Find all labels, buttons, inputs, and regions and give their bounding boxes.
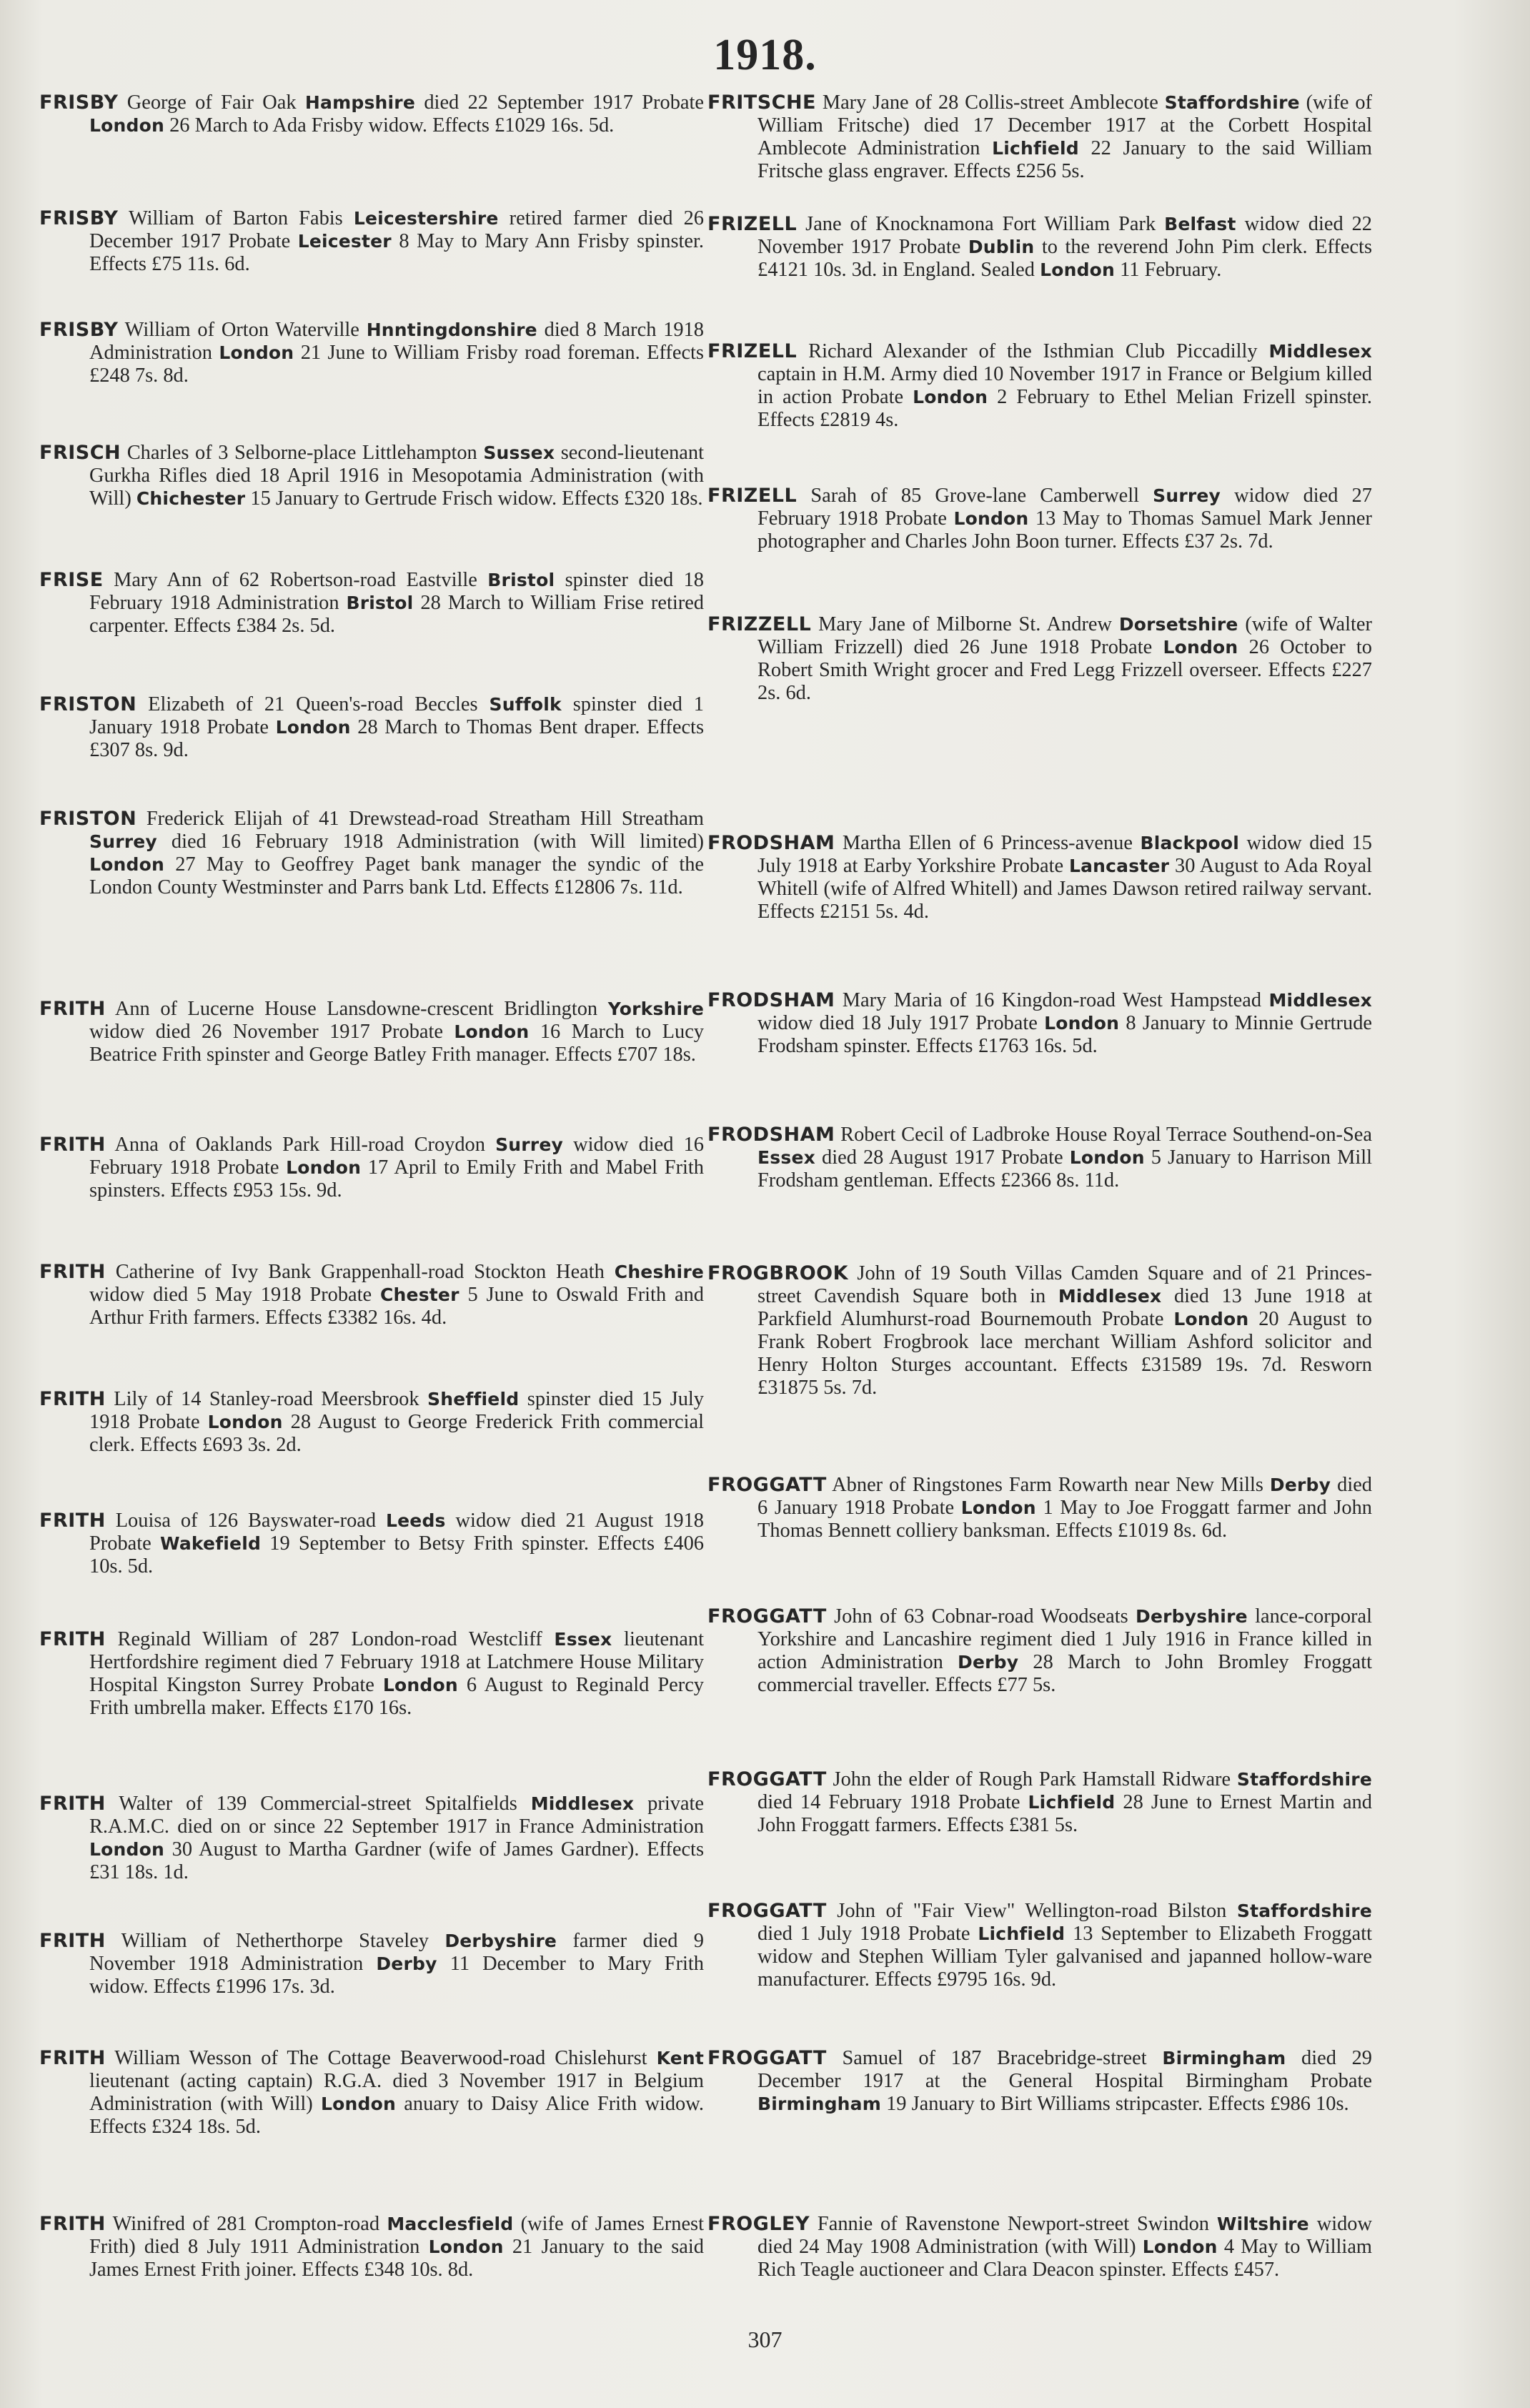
entry-place: Birmingham [757,2094,881,2114]
entry-text: 5 January to Harrison Mill Frodsham gentleman. Effects £2366 8s. 11d. [757,1146,1372,1191]
entry-text: died 1 July 1918 Probate [757,1923,978,1945]
entry-text: George of Fair Oak [118,91,305,114]
entry-text: private R.A.M.C. died on or since 22 September 1917 in France Administration [89,1793,704,1838]
entry-surname: FRITH [39,1510,106,1532]
entry-surname: FRITH [39,2047,106,2069]
entry-text: captain in H.M. Army died 10 November 1917 in France or Belgium killed in action Probate [757,363,1372,408]
entry-text: widow died 27 February 1918 Probate [757,485,1372,530]
entry-place: Derbyshire [444,1931,557,1951]
entry-place: Chester [380,1284,460,1305]
entry-place: London [275,717,351,738]
register-entry [707,613,1372,705]
entry-text: 21 January to the said James Ernest Frith joiner. Effects £348 10s. 8d. [89,2236,704,2281]
entry-text: lieutenant Hertfordshire regiment died 7 February 1918 at Latchmere House Military Hospital Kingston Surrey Probate [89,1628,704,1696]
register-entry [39,91,704,137]
entry-text: Fannie of Ravenstone Newport-street Swindon [810,2213,1217,2235]
entry-place: Dorsetshire [1118,614,1238,635]
entry-text: 22 January to the said William Fritsche glass engraver. Effects £256 5s. [757,137,1372,182]
register-entry [707,1262,1372,1399]
entry-text: 19 September to Betsy Frith spinster. Effects £406 10s. 5d. [89,1532,704,1577]
entry-place: Wakefield [159,1533,262,1554]
entry-text: spinster died 18 February 1918 Administration [89,569,705,614]
entry-place: Staffordshire [1236,1901,1372,1921]
entry-text: Abner of Ringstones Farm Rowarth near New Mills [826,1474,1270,1496]
entry-text: spinster died 15 July 1918 Probate [89,1388,704,1433]
entry-text: 4 May to William Rich Teagle auctioneer and Clara Deacon spinster. Effects £457. [757,2236,1373,2281]
entry-place: Bristol [346,593,414,613]
entry-place: Leeds [386,1510,446,1531]
entry-surname: FRITH [39,1388,106,1410]
entry-text: 2 February to Ethel Melian Frizell spinster. Effects £2819 4s. [757,386,1372,431]
entry-place: Blackpool [1140,833,1240,853]
entry-text: 11 February. [1115,259,1222,281]
entry-place: Sheffield [427,1389,520,1409]
entry-place: Chichester [136,488,246,509]
entry-text: 8 January to Minnie Gertrude Frodsham spinster. Effects £1763 16s. 5d. [757,1012,1372,1057]
entry-surname: FRITH [39,998,106,1020]
register-entry [707,2213,1372,2281]
entry-place: Suffolk [489,694,562,715]
entry-surname: FROGGATT [707,1605,827,1627]
entry-text: John of "Fair View" Wellington-road Bilston [826,1900,1237,1922]
entry-surname: FRITSCHE [707,91,816,114]
register-entry [707,1768,1372,1837]
entry-surname: FRITH [39,1930,106,1952]
entry-text: 30 August to Ada Royal Whitell (wife of Alfred Whitell) and James Dawson retired railway servant. Effects £2151 5s. 4d. [757,855,1373,923]
register-entry [39,1793,704,1884]
entry-text: Charles of 3 Selborne-place Littlehampton [121,442,484,464]
entry-place: Belfast [1164,214,1236,234]
entry-text: died 14 February 1918 Probate [757,1791,1028,1813]
entry-place: Essex [757,1147,815,1168]
entry-place: Lancaster [1068,856,1170,876]
entry-surname: FRISCH [39,442,121,464]
entry-surname: FRIZELL [707,340,798,362]
register-entry [39,2213,704,2281]
entry-place: Middlesex [530,1793,635,1814]
entry-text: 28 March to John Bromley Froggatt commercial traveller. Effects £77 5s. [757,1651,1372,1696]
register-entry [39,207,704,276]
entry-text: spinster died 1 January 1918 Probate [89,693,705,738]
register-entry [707,1605,1372,1697]
register-entry [39,1628,704,1720]
entry-text: widow died 21 August 1918 Probate [89,1510,704,1555]
entry-text: Mary Ann of 62 Robertson-road Eastville [103,569,488,591]
entry-surname: FROGGATT [707,1768,827,1790]
entry-text: Mary Jane of Milborne St. Andrew [811,613,1119,635]
entry-text: John of 63 Cobnar-road Woodseats [826,1605,1136,1627]
entry-text: Frederick Elijah of 41 Drewstead-road Streatham Hill Streatham [136,808,704,830]
entry-text: died 6 January 1918 Probate [757,1474,1372,1519]
entry-text: widow died 26 November 1917 Probate [89,1021,454,1043]
entry-place: London [1044,1013,1120,1034]
entry-text: 28 August to George Frederick Frith commercial clerk. Effects £693 3s. 2d. [89,1411,704,1456]
entry-place: Staffordshire [1164,92,1300,113]
register-entry [39,1134,704,1202]
entry-place: London [960,1497,1036,1518]
entry-place: London [286,1157,362,1178]
register-entry [707,340,1372,432]
entry-text: widow died 15 July 1918 at Earby Yorkshire Probate [757,832,1372,877]
entry-text: anuary to Daisy Alice Frith widow. Effects £324 18s. 5d. [89,2093,704,2138]
entry-text: 8 May to Mary Ann Frisby spinster. Effects £75 11s. 6d. [89,230,704,275]
entry-place: London [953,508,1029,529]
page-number: 307 [747,2327,783,2352]
register-entry [707,1474,1372,1542]
entry-text: Reginald William of 287 London-road Westcliff [105,1628,555,1650]
entry-text: John of 19 South Villas Camden Square and of 21 Princes-street Cavendish Square both in [757,1262,1372,1307]
entry-text: 26 October to Robert Smith Wright grocer and Fred Legg Frizzell overseer. Effects £227 2s. 6d. [757,636,1372,704]
entry-place: London [89,1839,164,1860]
register-entry [707,91,1372,183]
entry-text: Lily of 14 Stanley-road Meersbrook [105,1388,428,1410]
entry-text: 19 January to Birt Williams stripcaster. Effects £986 10s. [880,2093,1349,2115]
entry-text: 5 June to Oswald Frith and Arthur Frith farmers. Effects £3382 16s. 4d. [89,1284,704,1329]
entry-surname: FRIZELL [707,213,798,235]
entry-place: Macclesfield [387,2214,514,2234]
entry-text: Samuel of 187 Bracebridge-street [826,2047,1163,2069]
register-entry [39,1510,704,1578]
entry-text: (wife of William Fritsche) died 17 December 1917 at the Corbett Hospital Amblecote Administration [757,91,1372,159]
entry-text: Ann of Lucerne House Lansdowne-crescent Bridlington [105,998,608,1020]
page-title: 1918. [713,31,817,79]
entry-text: died 8 March 1918 Administration [89,319,704,364]
entry-place: London [428,2236,504,2257]
entry-text: 13 September to Elizabeth Froggatt widow and Stephen William Tyler galvanised and japanned hollow-ware manufacturer. Effects £9795 16s. 9d. [757,1923,1372,1991]
entry-place: Bristol [487,570,555,590]
entry-text: (wife of James Ernest Frith) died 8 July 1911 Administration [89,2213,704,2258]
entry-place: Cheshire [614,1262,704,1282]
entry-text: Walter of 139 Commercial-street Spitalfields [105,1793,531,1815]
register-entry [39,1930,704,1998]
entry-place: London [1142,2236,1218,2257]
entry-text: died 29 December 1917 at the General Hospital Birmingham Probate [757,2047,1373,2092]
entry-text: 13 May to Thomas Samuel Mark Jenner photographer and Charles John Boon turner. Effects £37 2s. 7d. [757,507,1372,553]
entry-surname: FRITH [39,1793,106,1815]
entry-text: widow died 18 July 1917 Probate [757,1012,1045,1034]
entry-surname: FRISTON [39,693,137,715]
entry-surname: FRISBY [39,91,119,114]
entry-place: London [1173,1309,1249,1329]
entry-text: 28 March to Thomas Bent draper. Effects £307 8s. 9d. [89,716,704,761]
entry-place: Derby [1269,1475,1331,1495]
entry-surname: FROGBROOK [707,1262,849,1284]
entry-text: Winifred of 281 Crompton-road [105,2213,387,2235]
entry-surname: FRITH [39,1134,106,1156]
entry-text: died 13 June 1918 at Parkfield Alumhurst-road Bournemouth Probate [757,1285,1372,1330]
entry-text: Robert Cecil of Ladbroke House Royal Terrace Southend-on-Sea [835,1124,1372,1146]
entry-text: second-lieutenant Gurkha Rifles died 18 April 1916 in Mesopotamia Administration (with Will) [89,442,704,510]
entry-place: Hnntingdonshire [366,319,537,340]
entry-text: Catherine of Ivy Bank Grappenhall-road Stockton Heath [105,1261,615,1283]
entry-text: died 22 September 1917 Probate [415,91,704,114]
entry-place: London [89,115,164,136]
entry-place: Wiltshire [1216,2214,1309,2234]
entry-place: Dublin [968,237,1035,257]
entry-surname: FRITH [39,1261,106,1283]
entry-text: widow died 22 November 1917 Probate [757,213,1372,258]
entry-surname: FRITH [39,1628,106,1650]
entry-place: Surrey [1153,485,1221,506]
entry-text: 17 April to Emily Frith and Mabel Frith spinsters. Effects £953 15s. 9d. [89,1156,704,1201]
register-entry [39,693,704,762]
entry-text: Anna of Oaklands Park Hill-road Croydon [105,1134,496,1156]
entry-surname: FROGGATT [707,1474,827,1496]
entry-place: Surrey [495,1134,563,1155]
entry-place: Yorkshire [607,999,704,1019]
entry-text: Martha Ellen of 6 Princess-avenue [835,832,1141,854]
entry-place: London [321,2094,396,2114]
entry-text: retired farmer died 26 December 1917 Probate [89,207,704,252]
entry-surname: FRITH [39,2213,106,2235]
entry-text: 21 June to William Frisby road foreman. Effects £248 7s. 8d. [89,342,704,387]
entry-place: Kent [656,2048,704,2068]
register-entry [39,1261,704,1329]
entry-text: lieutenant (acting captain) R.G.A. died 3 November 1917 in Belgium Administration (with Will) [89,2070,704,2115]
entry-place: Middlesex [1058,1286,1162,1307]
register-entry [707,2047,1372,2116]
entry-text: Louisa of 126 Bayswater-road [105,1510,387,1532]
entry-place: Leicester [297,231,392,252]
entry-surname: FRISTON [39,808,137,830]
entry-text: widow died 16 February 1918 Probate [89,1134,704,1179]
entry-place: London [1069,1147,1145,1168]
entry-text: William of Netherthorpe Staveley [105,1930,445,1952]
entry-text: Mary Maria of 16 Kingdon-road West Hampstead [835,989,1269,1011]
entry-text: Jane of Knocknamona Fort William Park [797,213,1165,235]
register-entry [707,1124,1372,1192]
entry-place: London [1163,637,1238,658]
entry-surname: FRIZELL [707,485,798,507]
entry-place: Staffordshire [1236,1769,1372,1790]
entry-text: lance-corporal Yorkshire and Lancashire regiment died 1 July 1916 in France killed in action Administration [757,1605,1373,1673]
entry-surname: FRIZZELL [707,613,812,635]
entry-text: 20 August to Frank Robert Frogbrook lace merchant William Ashford solicitor and Henry Holton Sturges accountant. Effects £31589 19s. 7d. Resworn £31875 5s. 7d. [757,1308,1372,1399]
entry-place: Lichfield [1028,1792,1116,1813]
entry-text: 26 March to Ada Frisby widow. Effects £1029 16s. 5d. [164,114,615,137]
entry-text: Sarah of 85 Grove-lane Camberwell [797,485,1153,507]
entry-text: Mary Jane of 28 Collis-street Amblecote [816,91,1165,114]
entry-text: William Wesson of The Cottage Beaverwood-road Chislehurst [105,2047,657,2069]
register-entry [39,319,704,387]
entry-place: Leicestershire [353,208,499,229]
entry-text: William of Barton Fabis [118,207,354,229]
entry-place: London [207,1412,283,1432]
entry-place: Sussex [483,442,555,463]
entry-place: Lichfield [992,138,1079,159]
register-entry [707,832,1372,923]
entry-surname: FRODSHAM [707,832,835,854]
entry-text: 15 January to Gertrude Frisch widow. Effects £320 18s. [245,487,703,510]
entry-text: 1 May to Joe Froggatt farmer and John Thomas Bennett colliery banksman. Effects £1019 8s. 6d. [757,1497,1372,1542]
register-entry [707,213,1372,282]
entry-text: widow died 24 May 1908 Administration (with Will) [757,2213,1372,2258]
register-entry [39,442,704,510]
entry-place: Surrey [89,831,157,852]
entry-text: 16 March to Lucy Beatrice Frith spinster and George Batley Frith manager. Effects £707 18s. [89,1021,704,1066]
entry-surname: FROGGATT [707,2047,827,2069]
entry-place: Lichfield [978,1923,1065,1944]
entry-text: died 28 August 1917 Probate [815,1146,1070,1169]
register-entry [707,1900,1372,1991]
register-entry [39,998,704,1066]
entry-place: Hampshire [304,92,415,113]
entry-text: 30 August to Martha Gardner (wife of James Gardner). Effects £31 18s. 1d. [89,1838,704,1883]
entry-place: London [89,854,164,875]
entry-surname: FRODSHAM [707,1124,835,1146]
entry-text: 28 June to Ernest Martin and John Froggatt farmers. Effects £381 5s. [757,1791,1372,1836]
entry-place: Middlesex [1268,341,1372,362]
entry-text: Richard Alexander of the Isthmian Club Piccadilly [797,340,1269,362]
entry-surname: FRODSHAM [707,989,835,1011]
entry-place: Derby [958,1652,1019,1673]
register-entry [39,1388,704,1457]
entry-place: London [219,342,294,363]
entry-surname: FROGLEY [707,2213,810,2235]
entry-place: Derby [376,1953,437,1974]
entry-text: Elizabeth of 21 Queen's-road Beccles [136,693,490,715]
entry-text: William of Orton Waterville [118,319,367,341]
entry-text: farmer died 9 November 1918 Administration [89,1930,704,1975]
entry-text: to the reverend John Pim clerk. Effects £4121 10s. 3d. in England. Sealed [757,236,1372,281]
entry-text: (wife of Walter William Frizzell) died 26 June 1918 Probate [757,613,1372,658]
register-entry [39,808,704,899]
entry-surname: FRISE [39,569,104,591]
register-entry [707,989,1372,1058]
entry-surname: FROGGATT [707,1900,827,1922]
entry-text: died 16 February 1918 Administration (with Will limited) [157,831,704,853]
entry-place: Derbyshire [1136,1606,1248,1627]
entry-place: London [382,1675,458,1695]
entry-text: John the elder of Rough Park Hamstall Ridware [826,1768,1237,1790]
entry-text: 27 May to Geoffrey Paget bank manager the syndic of the London County Westminster and Parrs bank Ltd. Effects £12806 7s. 11d. [89,853,704,898]
entry-text: 6 August to Reginald Percy Frith umbrella maker. Effects £170 16s. [89,1674,704,1719]
entry-place: Essex [554,1629,612,1650]
entry-place: London [1040,259,1116,280]
entry-text: 28 March to William Frise retired carpenter. Effects £384 2s. 5d. [89,592,705,637]
entry-place: London [913,387,988,407]
entry-surname: FRISBY [39,319,119,341]
entry-text: widow died 5 May 1918 Probate [89,1284,380,1306]
entry-surname: FRISBY [39,207,119,229]
register-entry [707,485,1372,553]
entry-place: Birmingham [1162,2048,1286,2068]
entry-place: London [454,1021,530,1042]
register-entry [39,2047,704,2139]
register-entry [39,569,704,638]
entry-text: 11 December to Mary Frith widow. Effects £1996 17s. 3d. [89,1953,704,1998]
entry-place: Middlesex [1268,990,1372,1011]
